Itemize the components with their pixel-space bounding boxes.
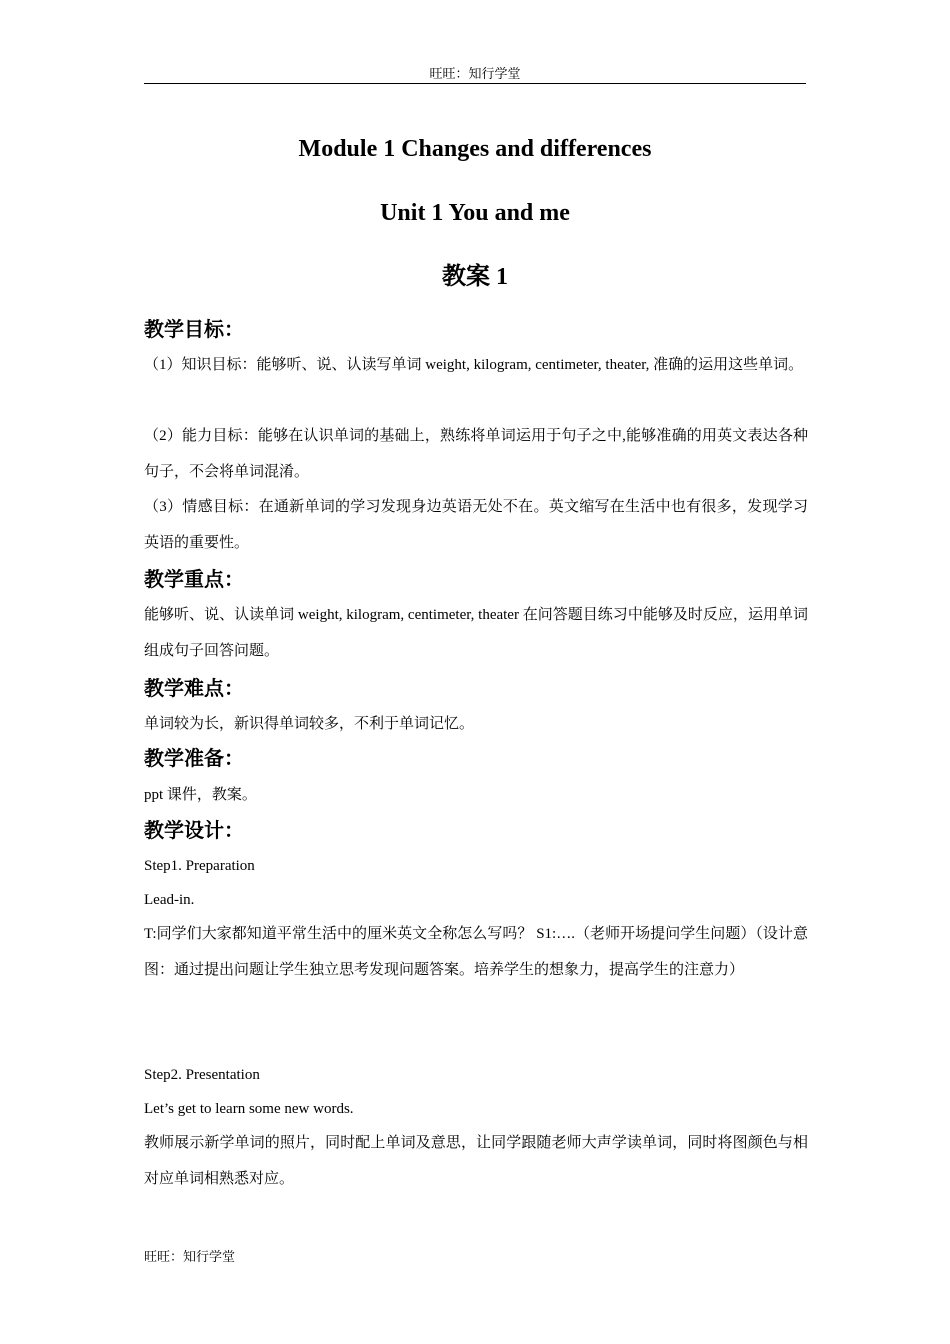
objective-ability: （2）能力目标：能够在认识单词的基础上，熟练将单词运用于句子之中,能够准确的用英文表达各种句子，不会将单词混淆。 bbox=[144, 428, 808, 480]
objective-emotion: （3）情感目标：在通新单词的学习发现身边英语无处不在。英文缩写在生活中也有很多，发现学习英语的重要性。 bbox=[144, 499, 808, 551]
difficulties-heading: 教学难点： bbox=[144, 676, 244, 700]
difficulties-text: 单词较为长，新识得单词较多，不利于单词记忆。 bbox=[144, 716, 475, 732]
step1-title: Step1. Preparation bbox=[144, 858, 255, 874]
unit-title: Unit 1 You and me bbox=[380, 200, 570, 226]
key-points-text: 能够听、说、认读单词 weight, kilogram, centimeter, theater 在问答题目练习中能够及时反应，运用单词组成句子回答问题。 bbox=[144, 607, 808, 659]
step2-title: Step2. Presentation bbox=[144, 1067, 260, 1083]
preparation-heading: 教学准备： bbox=[144, 746, 244, 770]
key-points-heading: 教学重点： bbox=[144, 567, 244, 591]
objectives-heading: 教学目标： bbox=[144, 317, 244, 341]
step1-leadin: Lead-in. bbox=[144, 892, 195, 908]
preparation-text: ppt 课件，教案。 bbox=[144, 787, 257, 803]
design-heading: 教学设计： bbox=[144, 818, 244, 842]
step1-text: T:同学们大家都知道平常生活中的厘米英文全称怎么写吗？ S1:….（老师开场提问学生问题）（设计意图：通过提出问题让学生独立思考发现问题答案。培养学生的想象力，提高学生的注意力） bbox=[144, 926, 808, 978]
lesson-title: 教案 1 bbox=[442, 264, 508, 290]
step2-text: 教师展示新学单词的照片，同时配上单词及意思，让同学跟随老师大声学读单词，同时将图颜色与相对应单词相熟悉对应。 bbox=[144, 1135, 808, 1187]
header-rule bbox=[144, 83, 806, 84]
page-header: 旺旺：知行学堂 bbox=[429, 66, 521, 81]
module-title: Module 1 Changes and differences bbox=[298, 136, 652, 162]
step2-intro: Let’s get to learn some new words. bbox=[144, 1101, 354, 1117]
objective-knowledge: （1）知识目标：能够听、说、认读写单词 weight, kilogram, centimeter, theater, 准确的运用这些单词。 bbox=[144, 357, 804, 373]
page-footer: 旺旺：知行学堂 bbox=[144, 1249, 236, 1264]
